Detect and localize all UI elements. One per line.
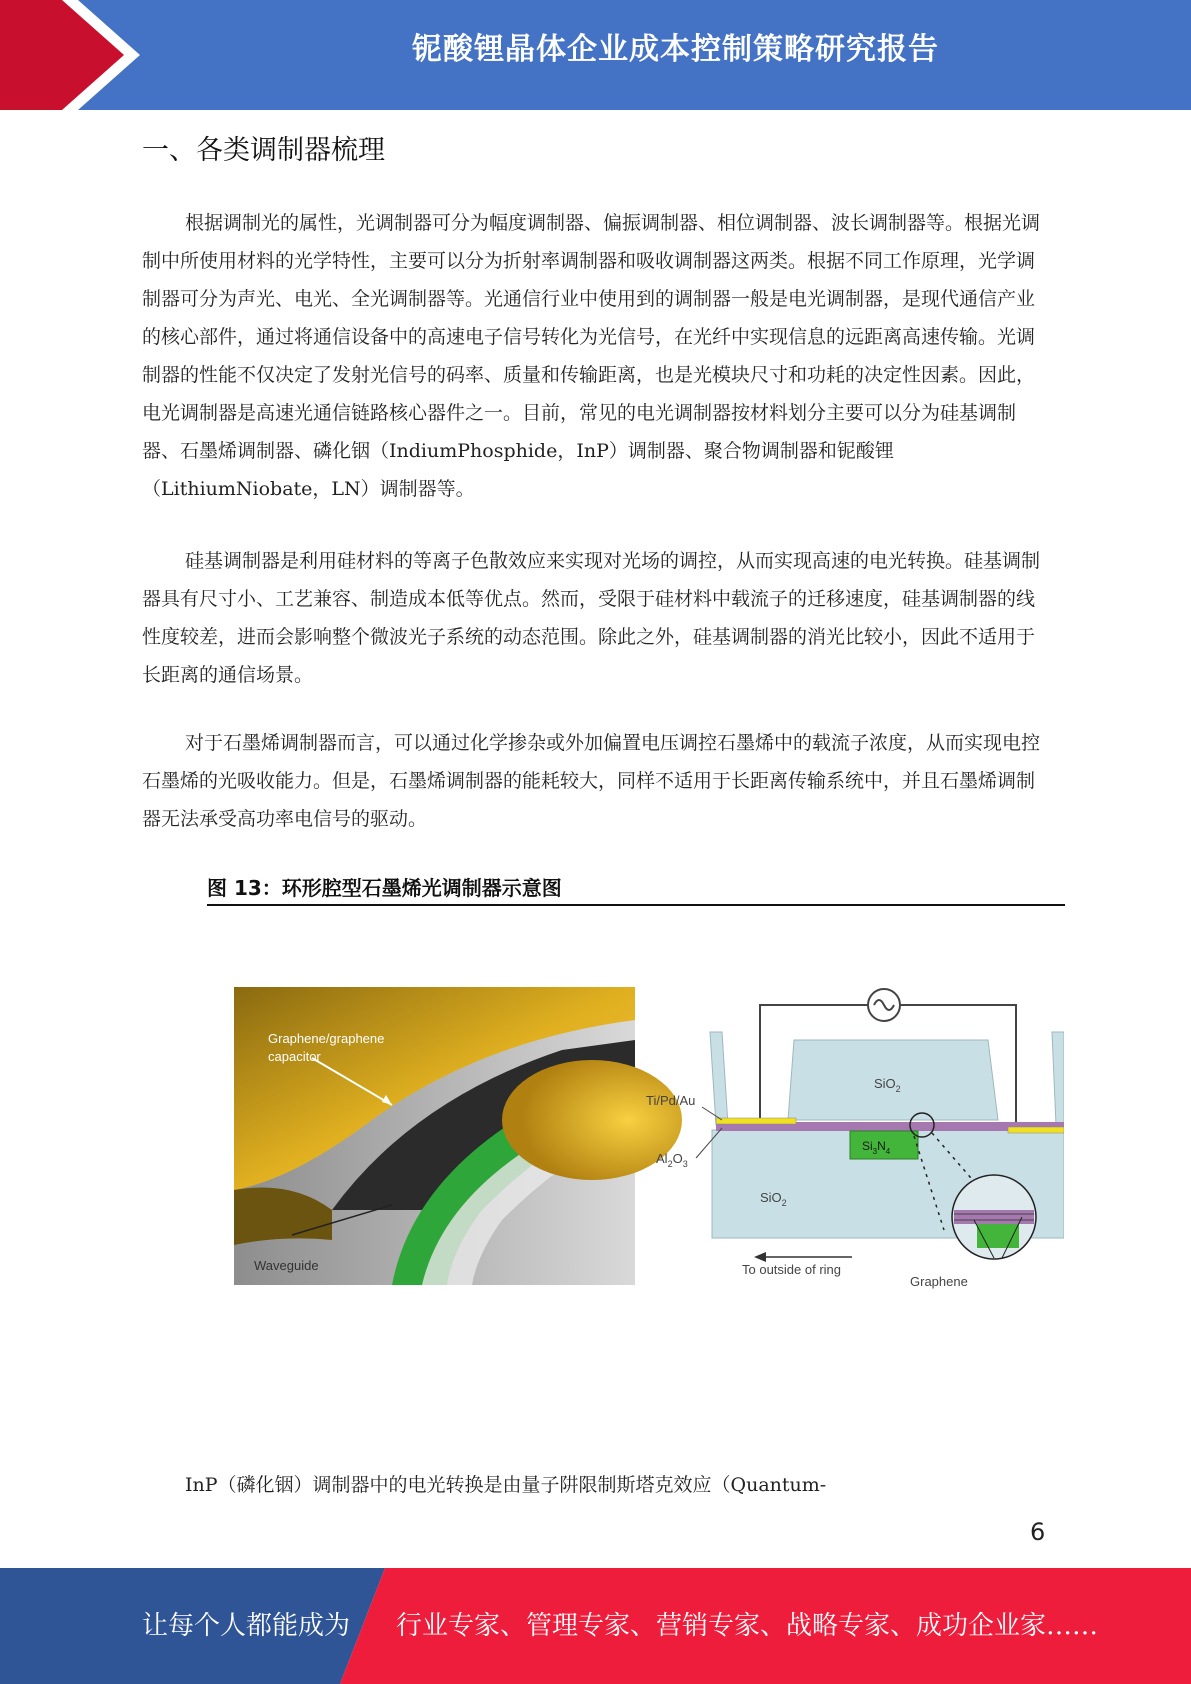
- paragraph-graphene-modulator: 对于石墨烯调制器而言，可以通过化学掺杂或外加偏置电压调控石墨烯中的载流子浓度，从而实现电控石墨烯的光吸收能力。但是，石墨烯调制器的能耗较大，同样不适用于长距离传输系统中，并且石墨烯调制器无法承受高功率电信号的驱动。: [142, 732, 1041, 830]
- si3n4-label: $Si_3N_4$: [862, 1139, 891, 1156]
- paragraph-inp-modulator: InP（磷化铟）调制器中的电光转换是由量子阱限制斯塔克效应（Quantum-: [185, 1474, 827, 1496]
- figure-caption: 图 13：环形腔型石墨烯光调制器示意图: [207, 872, 1065, 906]
- al2o3-label: $Al_2O_3$: [656, 1151, 688, 1169]
- figure-illustration: [232, 980, 1064, 1290]
- page-number: 6: [1030, 1518, 1046, 1546]
- paragraph-silicon-modulator: 硅基调制器是利用硅材料的等离子色散效应来实现对光场的调控，从而实现高速的电光转换。硅基调制器具有尺寸小、工艺兼容、制造成本低等优点。然而，受限于硅材料中载流子的迁移速度，硅基调制器的线性度较差，进而会影响整个微波光子系统的动态范围。除此之外，硅基调制器的消光比较小，因此不适用于长距离的通信场景。: [142, 550, 1041, 686]
- page-footer: [0, 1568, 1191, 1684]
- paragraph-modulator-overview: 根据调制光的属性，光调制器可分为幅度调制器、偏振调制器、相位调制器、波长调制器等。根据光调制中所使用材料的光学特性，主要可以分为折射率调制器和吸收调制器这两类。根据不同工作原理，光学调制器可分为声光、电光、全光调制器等。光通信行业中使用到的调制器一般是电光调制器，是现代通信产业的核心部件，通过将通信设备中的高速电子信号转化为光信号，在光纤中实现信息的远距离高速传输。光调制器的性能不仅决定了发射光信号的码率、质量和传输距离，也是光模块尺寸和功耗的决定性因素。因此，电光调制器是高速光通信链路核心器件之一。目前，常见的电光调制器按材料划分主要可以分为硅基调制器、石墨烯调制器、磷化铟（IndiumPhosphide，InP）调制器、聚合物调制器和铌酸锂（LithiumNiobate，LN）调制器等。: [142, 212, 1041, 500]
- graphene-modulator-figure: [232, 980, 1064, 1290]
- footer-slogan-right: 行业专家、管理专家、营销专家、战略专家、成功企业家……: [396, 1611, 1099, 1641]
- sio2-top-label: SiO$_2$: [874, 1076, 901, 1094]
- tipdau-label: Ti/Pd/Au: [646, 1093, 696, 1108]
- page-header: [0, 0, 1191, 110]
- footer-slogan-left: 让每个人都能成为: [142, 1611, 351, 1641]
- ring-cross-section: [646, 989, 1064, 1289]
- report-title: 铌酸锂晶体企业成本控制策略研究报告: [412, 32, 939, 67]
- capacitor-label-line2: capacitor: [268, 1049, 321, 1064]
- sio2-bottom-label: SiO$_2$: [760, 1190, 787, 1208]
- waveguide-label: Waveguide: [254, 1258, 319, 1273]
- capacitor-label-line1: Graphene/graphene: [268, 1031, 385, 1046]
- header-arrow-icon: [0, 0, 160, 110]
- section-heading: 一、各类调制器梳理: [142, 135, 385, 166]
- outside-ring-label: To outside of ring: [742, 1262, 842, 1277]
- ring-3d-render: [234, 987, 682, 1285]
- graphene-label: Graphene: [910, 1274, 968, 1289]
